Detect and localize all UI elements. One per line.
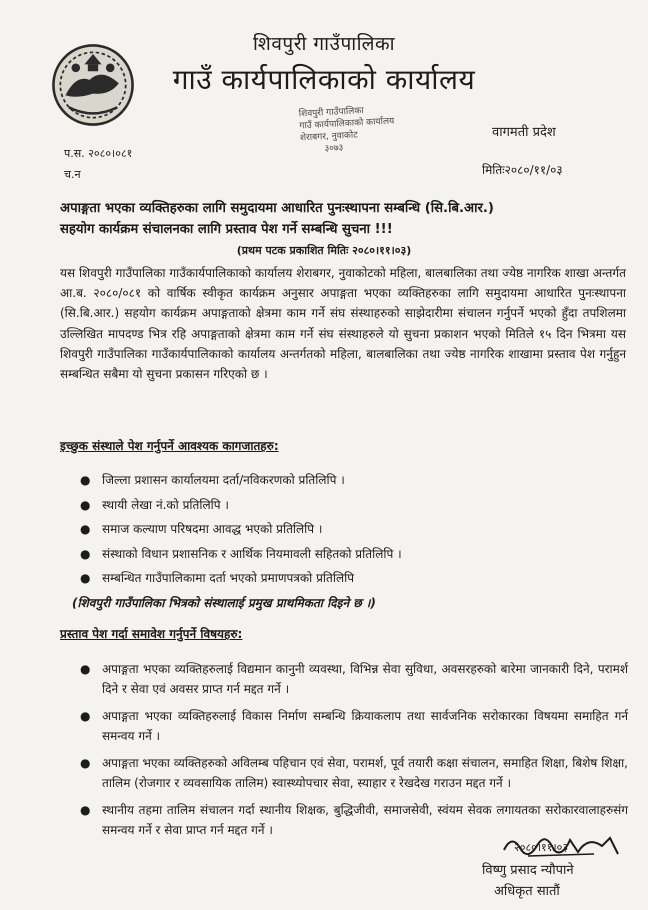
bullet-icon: ●	[80, 497, 91, 512]
notice-title-line: अपाङ्गता भएका व्यक्तिहरुका लागि समुदायमा आधारित पुनःस्थापना सम्बन्धि (सि.बि.आर.)	[60, 201, 494, 216]
bullet-icon: ●	[80, 803, 91, 817]
signer-title: अधिकृत सातौं	[494, 884, 560, 899]
list-item-text: स्थायी लेखा नं.को प्रतिलिपि ।	[102, 497, 229, 512]
topics-list	[80, 660, 628, 848]
bullet-icon: ●	[80, 546, 91, 561]
stamp-line: गाउँ कार्यपालिकाको कार्यालय	[299, 116, 395, 132]
list-item	[80, 496, 620, 521]
province-name: वागमती प्रदेश	[492, 125, 556, 140]
list-item	[80, 520, 620, 545]
list-item	[80, 754, 628, 793]
first-published-note: (प्रथम पटक प्रकाशित मितिः २०८०।११।०३)	[236, 244, 412, 257]
bullet-icon: ●	[80, 756, 91, 770]
bullet-icon: ●	[80, 662, 91, 676]
list-item	[80, 660, 628, 699]
list-item-text: संस्थाको विधान प्रशासनिक र आर्थिक नियमावली सहितको प्रतिलिपि ।	[102, 546, 402, 561]
notice-date: मितिः२०८०/११/०३	[482, 163, 563, 177]
stamp-line: शिवपुरी गाउँपालिका	[298, 106, 364, 120]
signer-name: विष्णु प्रसाद न्यौपाने	[482, 863, 574, 878]
bullet-icon: ●	[80, 571, 91, 585]
bullet-icon: ●	[80, 522, 91, 536]
notice-title-line: सहयोग कार्यक्रम संचालनका लागि प्रस्ताव पेश गर्ने सम्बन्धि सुचना !!!	[60, 222, 393, 237]
stamp-line: शेराबगर, नुवाकोट	[299, 130, 359, 144]
list-item	[80, 707, 628, 746]
list-item-text: जिल्ला प्रशासन कार्यालयमा दर्ता/नविकरणको प्रतिलिपि ।	[102, 473, 345, 487]
notice-body: यस शिवपुरी गाउँपालिका गाउँकार्यपालिकाको कार्यालय शेराबगर, नुवाकोटको महिला, बालबालिका तथा ज्येष्ठ नागरिक शाखा अन्तर्गत आ.ब. २०८०/०८१ को वार्षिक स्वीकृत कार्यक्रम अनुसार अपाङ्गता भएका व्यक्तिहरुका लागि समुदायमा आधारित पुनःस्थापना (सि.बि.आर.) सहयोग कार्यक्रम अपाङ्गताको क्षेत्रमा काम गर्ने संघ संस्थाहरुको साझेदारीमा संचालन गर्नुपर्ने भएको हुँदा तपशिलमा उल्लिखित मापदण्ड भित्र रहि अपाङ्गताको क्षेत्रमा काम गर्ने संघ संस्थाहरुले यो सुचना प्रकाशन भएको मितिले १५ दिन भित्रमा यस शिवपुरी गाउँपालिका गाउँकार्यपालिकाको कार्यालय अन्तर्गतको महिला, बालबालिका तथा ज्येष्ठ नागरिक शाखामा प्रस्ताव पेश गर्नुहुन सम्बन्धित सबैमा यो सुचना प्रकासन गरिएको छ ।	[60, 266, 626, 382]
bullet-icon: ●	[80, 709, 91, 723]
list-item-text: समाज कल्याण परिषदमा आवद्ध भएको प्रतिलिपि ।	[102, 522, 323, 536]
bullet-icon: ●	[80, 473, 91, 487]
priority-note: (शिवपुरी गाउँपालिका भित्रको संस्थालाई प्रमुख प्राथमिकता दिइने छ ।)	[72, 596, 376, 610]
municipality-name: शिवपुरी गाउँपालिका	[253, 33, 395, 55]
reference-number: प.स. २०८०।०८१	[64, 147, 133, 160]
documents-list	[80, 471, 620, 594]
stamp-line: ३०७३	[324, 143, 344, 155]
list-item-text: अपाङ्गता भएका व्यक्तिहरुलाई विकास निर्माण सम्बन्धि क्रियाकलाप तथा सार्वजनिक सरोकारका विषयमा समाहित गर्न समन्वय गर्ने ।	[102, 709, 628, 743]
office-name: गाउँ कार्यपालिकाको कार्यालय	[172, 63, 476, 96]
list-item-text: अपाङ्गता भएका व्यक्तिहरुलाई विद्यमान कानुनी व्यवस्था, विभिन्न सेवा सुविधा, अवसरहरुको बारेमा जानकारी दिने, परामर्श दिने र सेवा एवं अवसर प्राप्त गर्न मद्दत गर्ने ।	[102, 662, 628, 696]
dispatch-number: च.न	[64, 168, 81, 181]
notice-title	[60, 198, 620, 240]
list-item-text: सम्बन्धित गाउँपालिकामा दर्ता भएको प्रमाणपत्रको प्रतिलिपि	[102, 571, 355, 585]
documents-heading: इच्छुक संस्थाले पेश गर्नुपर्ने आवश्यक कागजातहरु:	[60, 439, 279, 453]
topics-heading: प्रस्ताव पेश गर्दा समावेश गर्नुपर्ने विषयहरु:	[60, 627, 243, 641]
office-stamp	[298, 102, 431, 171]
list-item-text: स्थानीय तहमा तालिम संचालन गर्दा स्थानीय शिक्षक, बुद्धिजीवी, समाजसेवी, स्वंयम सेवक लगायतका सरोकारवालाहरुसंग समन्वय गर्ने र सेवा प्राप्त गर्न मद्दत गर्ने ।	[102, 803, 628, 837]
signature-date: २०८०।११।०३	[514, 841, 569, 854]
list-item-text: अपाङ्गता भएका व्यक्तिहरुको अविलम्ब पहिचान एवं सेवा, परामर्श, पूर्व तयारी कक्षा संचालन, समाहित शिक्षा, बिशेष शिक्षा, तालिम (रोजगार र व्यवसायिक तालिम) स्वास्थ्योपचार सेवा, स्याहार र रेखदेख गराउन मद्दत गर्ने ।	[102, 756, 628, 790]
list-item	[80, 545, 620, 570]
list-item	[80, 471, 620, 496]
list-item	[80, 569, 620, 594]
